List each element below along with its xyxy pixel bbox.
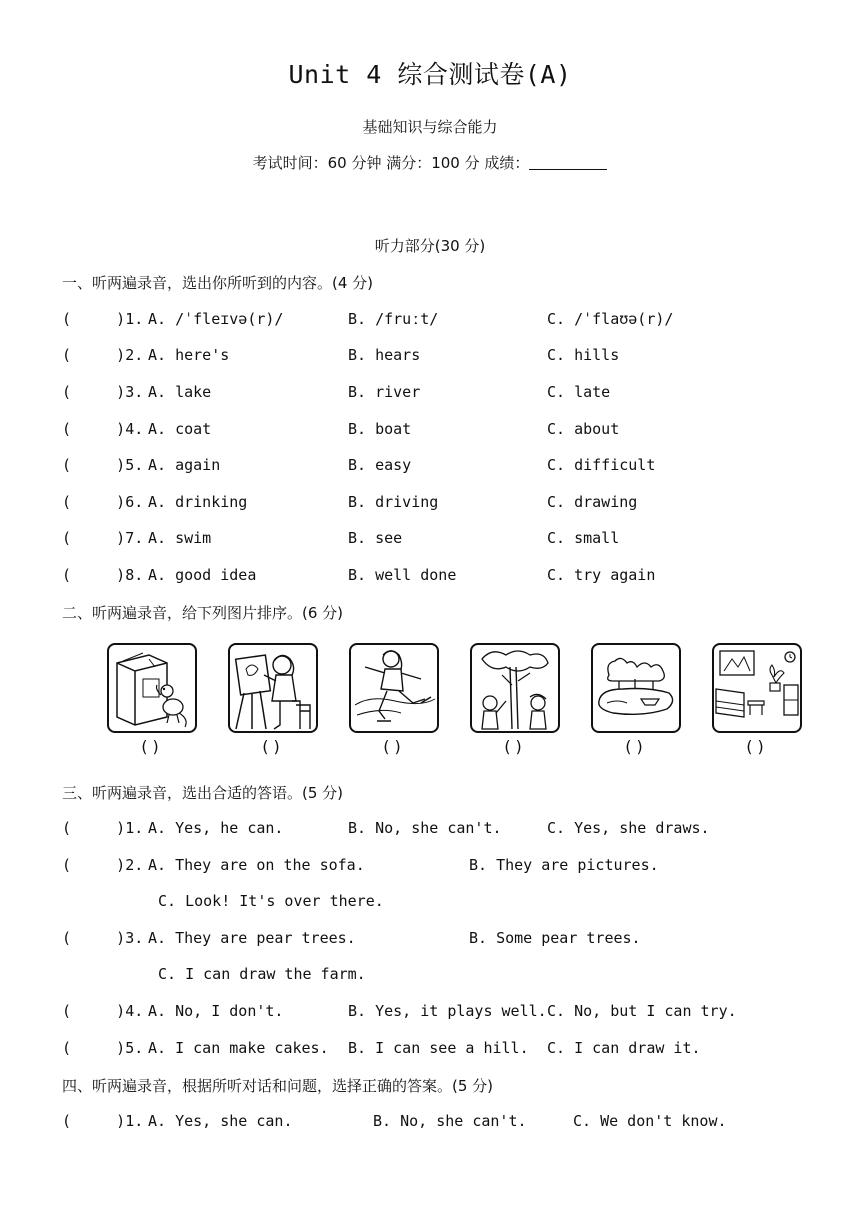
exam-info [0, 152, 860, 173]
option-b: B. They are pictures. [469, 856, 659, 874]
question-number[interactable]: ( )7. [62, 529, 144, 547]
picture-row [107, 643, 807, 763]
option-c: C. We don't know. [573, 1112, 727, 1130]
answer-paren[interactable]: ( ) [383, 737, 401, 756]
option-b: B. Some pear trees. [469, 929, 641, 947]
page-title: Unit 4 综合测试卷(A) [288, 60, 572, 89]
option-c: C. I can draw the farm. [158, 965, 366, 983]
option-c: C. late [547, 383, 611, 401]
question-number[interactable]: ( )3. [62, 383, 144, 401]
option-a: A. Yes, he can. [148, 819, 284, 837]
section3-heading: 三、听两遍录音，选出合适的答语。(5 分) [62, 784, 344, 802]
option-c: C. difficult [547, 456, 656, 474]
exam-info-text: 考试时间：60 分钟 满分：100 分 成绩： [252, 154, 530, 172]
question-number[interactable]: ( )6. [62, 493, 144, 511]
part-title: 听力部分(30 分) [374, 237, 486, 255]
girl-drawing-icon [230, 645, 316, 731]
picture-living-room [712, 643, 802, 733]
option-b: B. river [348, 383, 421, 401]
option-a: A. They are on the sofa. [148, 856, 365, 874]
option-a: A. I can make cakes. [148, 1039, 329, 1057]
answer-paren[interactable]: ( ) [625, 737, 643, 756]
option-a: A. good idea [148, 566, 257, 584]
option-b: B. well done [348, 566, 457, 584]
option-c: C. Look! It's over there. [158, 892, 384, 910]
picture-kids-tree [470, 643, 560, 733]
option-b: B. I can see a hill. [348, 1039, 529, 1057]
option-c: C. small [547, 529, 620, 547]
question-number[interactable]: ( )5. [62, 1039, 144, 1057]
answer-paren[interactable]: ( ) [504, 737, 522, 756]
question-number[interactable]: ( )2. [62, 346, 144, 364]
question-number[interactable]: ( )2. [62, 856, 144, 874]
option-a: A. drinking [148, 493, 248, 511]
option-c: C. Yes, she draws. [547, 819, 710, 837]
option-b: B. Yes, it plays well. [348, 1002, 547, 1020]
option-a: A. lake [148, 383, 212, 401]
question-number[interactable]: ( )5. [62, 456, 144, 474]
option-b: B. No, she can't. [348, 819, 502, 837]
answer-paren[interactable]: ( ) [262, 737, 280, 756]
section4-heading: 四、听两遍录音，根据所听对话和问题，选择正确的答案。(5 分) [62, 1077, 494, 1095]
option-b: B. driving [348, 493, 439, 511]
section2-heading: 二、听两遍录音，给下列图片排序。(6 分) [62, 604, 344, 622]
option-a: A. here's [148, 346, 230, 364]
score-blank[interactable] [529, 155, 607, 170]
section1-heading: 一、听两遍录音，选出你所听到的内容。(4 分) [62, 274, 374, 292]
option-b: B. hears [348, 346, 421, 364]
option-c: C. drawing [547, 493, 638, 511]
option-b: B. see [348, 529, 403, 547]
girl-skating-icon [351, 645, 437, 731]
option-b: B. /fruːt/ [348, 310, 439, 328]
box-mouse-icon [109, 645, 195, 731]
option-b: B. easy [348, 456, 412, 474]
option-a: A. coat [148, 420, 212, 438]
picture-girl-skating [349, 643, 439, 733]
option-a: A. /ˈfleɪvə(r)/ [148, 310, 284, 328]
option-b: B. No, she can't. [373, 1112, 527, 1130]
question-number[interactable]: ( )4. [62, 1002, 144, 1020]
option-a: A. Yes, she can. [148, 1112, 293, 1130]
question-number[interactable]: ( )4. [62, 420, 144, 438]
question-number[interactable]: ( )8. [62, 566, 144, 584]
question-number[interactable]: ( )1. [62, 310, 144, 328]
option-c: C. No, but I can try. [547, 1002, 737, 1020]
question-number[interactable]: ( )1. [62, 1112, 144, 1130]
kids-tree-icon [472, 645, 558, 731]
option-a: A. They are pear trees. [148, 929, 356, 947]
living-room-icon [714, 645, 800, 731]
option-c: C. try again [547, 566, 656, 584]
answer-paren[interactable]: ( ) [141, 737, 159, 756]
question-number[interactable]: ( )1. [62, 819, 144, 837]
lake-boat-icon [593, 645, 679, 731]
answer-paren[interactable]: ( ) [746, 737, 764, 756]
option-a: A. swim [148, 529, 212, 547]
question-number[interactable]: ( )3. [62, 929, 144, 947]
picture-box-mouse [107, 643, 197, 733]
picture-girl-drawing [228, 643, 318, 733]
picture-lake-boat [591, 643, 681, 733]
option-c: C. hills [547, 346, 620, 364]
option-a: A. again [148, 456, 221, 474]
option-c: C. about [547, 420, 620, 438]
page-subtitle: 基础知识与综合能力 [362, 118, 498, 136]
option-b: B. boat [348, 420, 412, 438]
option-c: C. I can draw it. [547, 1039, 701, 1057]
option-a: A. No, I don't. [148, 1002, 284, 1020]
option-c: C. /ˈflaʊə(r)/ [547, 310, 674, 328]
